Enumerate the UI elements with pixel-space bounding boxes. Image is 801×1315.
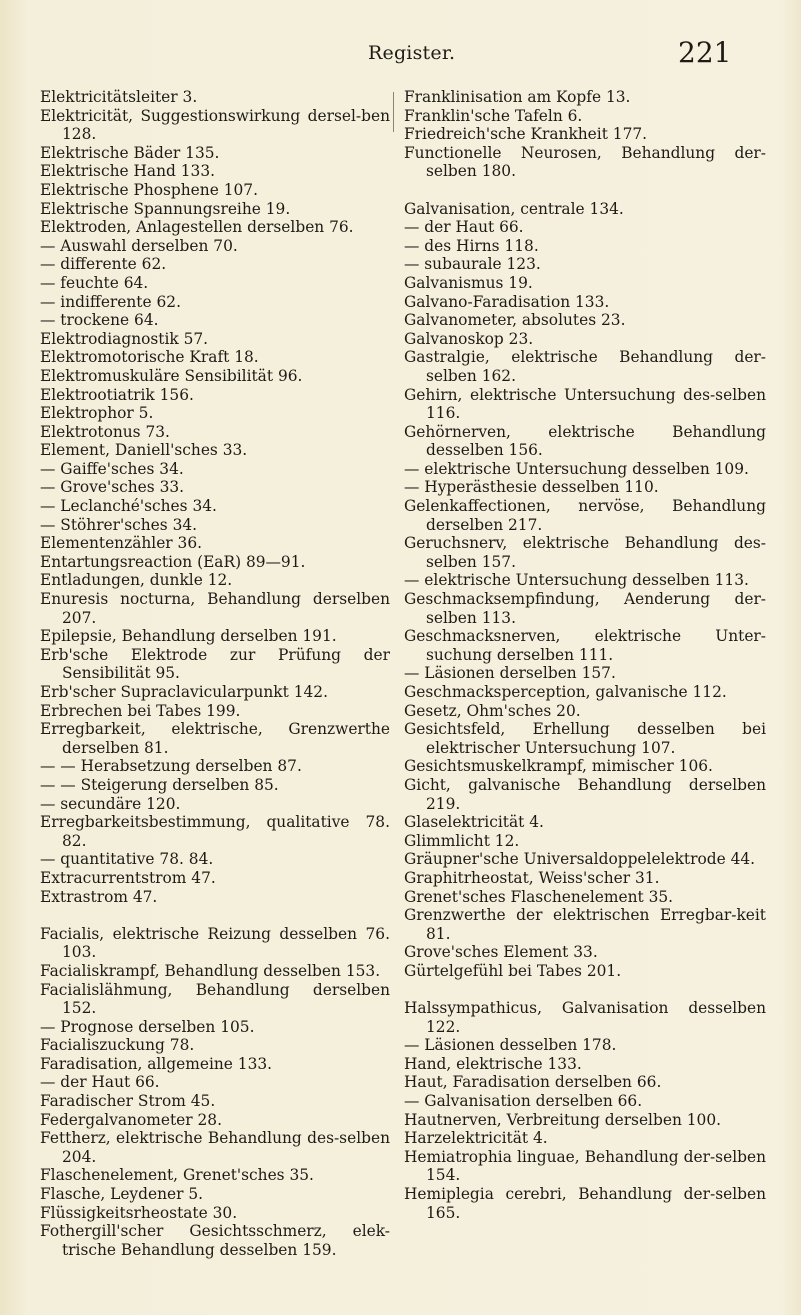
index-entry: Elektromuskuläre Sensibilität 96. bbox=[40, 366, 303, 385]
index-column-left bbox=[40, 88, 390, 1259]
index-entry: — — Herabsetzung derselben 87. bbox=[40, 757, 302, 776]
index-entry: — indifferente 62. bbox=[40, 292, 181, 311]
index-entry: Geschmacksperception, galvanische 112. bbox=[404, 683, 727, 701]
page-number: 221 bbox=[678, 36, 732, 69]
index-entry: Grenet'sches Flaschenelement 35. bbox=[404, 887, 674, 906]
index-entry: Gürtelgefühl bei Tabes 201. bbox=[404, 961, 622, 980]
column-divider bbox=[393, 92, 394, 132]
index-entry: Elektrophor 5. bbox=[40, 404, 154, 423]
index-entry: Flüssigkeitsrheostate 30. bbox=[40, 1203, 238, 1222]
index-entry: — differente 62. bbox=[40, 255, 167, 274]
index-entry: Gesetz, Ohm'sches 20. bbox=[404, 701, 581, 720]
index-entry: — Hyperästhesie desselben 110. bbox=[404, 478, 659, 497]
index-entry: Grenzwerthe der elektrischen Erregbar-keit 81. bbox=[404, 906, 766, 943]
index-entry: Hemiplegia cerebri, Behandlung der-selben 165. bbox=[404, 1185, 766, 1222]
index-entry: Gicht, galvanische Behandlung derselben 219. bbox=[404, 775, 766, 813]
index-entry: Elektrische Phosphene 107. bbox=[40, 180, 258, 199]
index-entry: Facialislähmung, Behandlung derselben 152. bbox=[40, 980, 390, 1018]
index-entry: Gehörnerven, elektrische Behandlung desselben 156. bbox=[404, 422, 766, 460]
index-entry: Gastralgie, elektrische Behandlung der-selben 162. bbox=[404, 348, 766, 385]
index-entry: Hand, elektrische 133. bbox=[404, 1054, 582, 1073]
index-entry: Galvanisation, centrale 134. bbox=[404, 199, 624, 218]
index-entry: Galvanismus 19. bbox=[404, 273, 533, 292]
index-entry: Galvanometer, absolutes 23. bbox=[404, 311, 626, 330]
index-entry: Elektroden, Anlagestellen derselben 76. bbox=[40, 218, 354, 237]
index-entry: Haut, Faradisation derselben 66. bbox=[404, 1073, 662, 1092]
index-entry: Elektricitätsleiter 3. bbox=[40, 88, 198, 106]
index-entry: Epilepsie, Behandlung derselben 191. bbox=[40, 627, 337, 646]
index-entry: — Galvanisation derselben 66. bbox=[404, 1092, 643, 1111]
index-entry: Facialiskrampf, Behandlung desselben 153. bbox=[40, 961, 381, 980]
index-entry: Grove'sches Element 33. bbox=[404, 943, 598, 962]
index-entry: — Auswahl derselben 70. bbox=[40, 236, 238, 255]
index-entry: Erregbarkeitsbestimmung, qualitative 78. 82. bbox=[40, 813, 390, 850]
index-entry: Galvanoskop 23. bbox=[404, 329, 534, 348]
index-entry: Gesichtsmuskelkrampf, mimischer 106. bbox=[404, 757, 713, 776]
index-entry: Erbrechen bei Tabes 199. bbox=[40, 701, 241, 720]
index-entry: Gräupner'sche Universaldoppelelektrode 44. bbox=[404, 850, 756, 869]
index-entry: Elektrische Bäder 135. bbox=[40, 143, 220, 162]
index-entry: — Läsionen desselben 178. bbox=[404, 1036, 617, 1055]
index-entry: Erb'scher Supraclavicularpunkt 142. bbox=[40, 683, 328, 701]
index-entry: Gesichtsfeld, Erhellung desselben bei elektrischer Untersuchung 107. bbox=[404, 720, 766, 757]
section-gap bbox=[40, 906, 390, 925]
index-entry: Franklinisation am Kopfe 13. bbox=[404, 88, 631, 106]
index-entry: Geschmacksempfindung, Aenderung der-selben 113. bbox=[404, 590, 766, 627]
index-entry: Galvano-Faradisation 133. bbox=[404, 292, 610, 311]
index-entry: Facialiszuckung 78. bbox=[40, 1036, 195, 1055]
index-entry: Entartungsreaction (EaR) 89—91. bbox=[40, 552, 306, 571]
index-entry: — der Haut 66. bbox=[404, 218, 524, 237]
index-entry: — elektrische Untersuchung desselben 109. bbox=[404, 459, 749, 478]
index-entry: — elektrische Untersuchung desselben 113. bbox=[404, 571, 749, 590]
index-entry: Graphitrheostat, Weiss'scher 31. bbox=[404, 868, 660, 887]
index-entry: Entladungen, dunkle 12. bbox=[40, 571, 233, 590]
index-entry: Element, Daniell'sches 33. bbox=[40, 441, 248, 460]
running-head bbox=[0, 36, 801, 72]
index-entry: Elementenzähler 36. bbox=[40, 534, 203, 553]
index-entry: Faradischer Strom 45. bbox=[40, 1092, 216, 1111]
index-entry: Elektrootiatrik 156. bbox=[40, 385, 194, 404]
index-entry: Elektromotorische Kraft 18. bbox=[40, 348, 259, 367]
index-entry: — subaurale 123. bbox=[404, 255, 541, 274]
index-entry: — Läsionen derselben 157. bbox=[404, 664, 616, 683]
index-entry: — — Steigerung derselben 85. bbox=[40, 775, 279, 794]
index-entry: Fothergill'scher Gesichtsschmerz, elek-trische Behandlung desselben 159. bbox=[40, 1222, 390, 1259]
index-entry: Geschmacksnerven, elektrische Unter-suchung derselben 111. bbox=[404, 627, 766, 664]
index-entry: Extracurrentstrom 47. bbox=[40, 868, 216, 887]
index-entry: Harzelektricität 4. bbox=[404, 1129, 548, 1148]
index-entry: — Grove'sches 33. bbox=[40, 478, 185, 497]
index-entry: Glaselektricität 4. bbox=[404, 813, 544, 832]
index-entry: Halssympathicus, Galvanisation desselben 122. bbox=[404, 999, 766, 1036]
index-entry: Elektrotonus 73. bbox=[40, 422, 170, 441]
index-entry: Glimmlicht 12. bbox=[404, 831, 520, 850]
index-entry: Faradisation, allgemeine 133. bbox=[40, 1054, 273, 1073]
page-title: Register. bbox=[368, 42, 456, 64]
index-entry: Geruchsnerv, elektrische Behandlung des-selben 157. bbox=[404, 534, 766, 571]
index-entry: Functionelle Neurosen, Behandlung der-selben 180. bbox=[404, 143, 766, 181]
index-entry: Flasche, Leydener 5. bbox=[40, 1185, 204, 1204]
index-entry: Friedreich'sche Krankheit 177. bbox=[404, 125, 648, 144]
index-entry: Franklin'sche Tafeln 6. bbox=[404, 106, 583, 125]
index-entry: — trockene 64. bbox=[40, 311, 159, 330]
section-gap bbox=[404, 981, 766, 1000]
index-entry: Gehirn, elektrische Untersuchung des-selben 116. bbox=[404, 385, 766, 423]
index-entry: — secundäre 120. bbox=[40, 794, 181, 813]
index-entry: Extrastrom 47. bbox=[40, 887, 158, 906]
index-entry: — der Haut 66. bbox=[40, 1073, 160, 1092]
index-entry: Erb'sche Elektrode zur Prüfung der Sensibilität 95. bbox=[40, 645, 390, 683]
index-entry: Federgalvanometer 28. bbox=[40, 1110, 222, 1129]
index-entry: Elektrodiagnostik 57. bbox=[40, 329, 209, 348]
index-entry: — des Hirns 118. bbox=[404, 236, 539, 255]
index-entry: Fettherz, elektrische Behandlung des-selben 204. bbox=[40, 1129, 390, 1166]
index-entry: Erregbarkeit, elektrische, Grenzwerthe derselben 81. bbox=[40, 720, 390, 757]
index-entry: Elektricität, Suggestionswirkung dersel-ben 128. bbox=[40, 106, 390, 144]
index-entry: Elektrische Hand 133. bbox=[40, 162, 216, 181]
index-entry: — Leclanché'sches 34. bbox=[40, 497, 217, 516]
index-entry: Gelenkaffectionen, nervöse, Behandlung derselben 217. bbox=[404, 497, 766, 534]
index-entry: Flaschenelement, Grenet'sches 35. bbox=[40, 1166, 314, 1185]
index-entry: Facialis, elektrische Reizung desselben 76. 103. bbox=[40, 924, 390, 962]
index-entry: — Prognose derselben 105. bbox=[40, 1017, 255, 1036]
index-entry: Enuresis nocturna, Behandlung derselben 207. bbox=[40, 590, 390, 627]
index-entry: — quantitative 78. 84. bbox=[40, 850, 214, 869]
section-gap bbox=[404, 181, 766, 200]
index-entry: Hautnerven, Verbreitung derselben 100. bbox=[404, 1110, 722, 1129]
index-entry: — Stöhrer'sches 34. bbox=[40, 515, 198, 534]
index-entry: — Gaiffe'sches 34. bbox=[40, 459, 184, 478]
index-entry: Elektrische Spannungsreihe 19. bbox=[40, 199, 291, 218]
index-entry: — feuchte 64. bbox=[40, 273, 149, 292]
index-entry: Hemiatrophia linguae, Behandlung der-selben 154. bbox=[404, 1147, 766, 1185]
index-column-right bbox=[404, 88, 766, 1222]
